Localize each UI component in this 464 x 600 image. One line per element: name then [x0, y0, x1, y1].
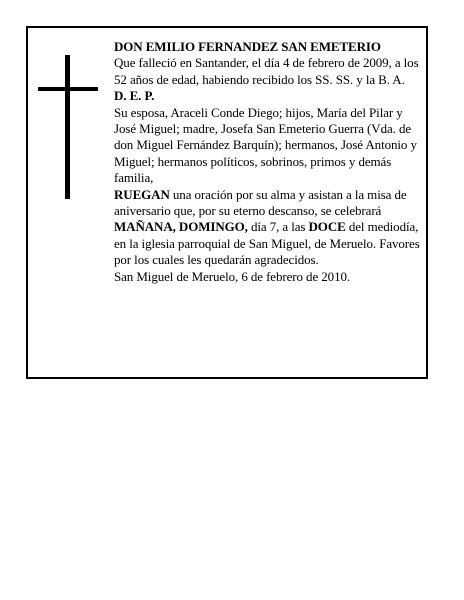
ruegan-word: RUEGAN	[114, 186, 170, 202]
family-list: Su esposa, Araceli Conde Diego; hijos, María del Pilar y José Miguel; madre, Josefa San Emeterio Guerra (Vda. de don Miguel Fernández Barquín); hermanos, José Antonio y Miguel; hermanos políticos, sobrinos, primos y demás familia,	[114, 104, 417, 186]
mass-request	[114, 187, 420, 269]
death-details: Que falleció en Santander, el día 4 de febrero de 2009, a los 52 años de edad, habiendo recibido los SS. SS. y la B. A.	[114, 55, 419, 87]
place-date: San Miguel de Meruelo, 6 de febrero de 2010.	[114, 268, 351, 284]
cross-vertical-bar	[65, 55, 70, 199]
cross-icon	[38, 55, 98, 199]
request-text-1: una oración por su alma y asistan a la misa de aniversario que, por su eterno descanso, se celebrará	[114, 186, 407, 219]
mass-time: DOCE	[308, 219, 346, 235]
notice-text	[114, 39, 420, 285]
deceased-name: DON EMILIO FERNANDEZ SAN EMETERIO	[114, 39, 381, 54]
request-text-3: del mediodía, en la iglesia parroquial de San Miguel, de Meruelo. Favores por los cuales les quedarán agradecidos.	[114, 219, 420, 268]
obituary-notice	[26, 26, 428, 379]
dep-abbreviation: D. E. P.	[114, 88, 155, 104]
request-text-2: día 7, a las	[247, 219, 309, 235]
cross-horizontal-bar	[38, 87, 98, 91]
mass-day: MAÑANA, DOMINGO,	[114, 219, 248, 235]
